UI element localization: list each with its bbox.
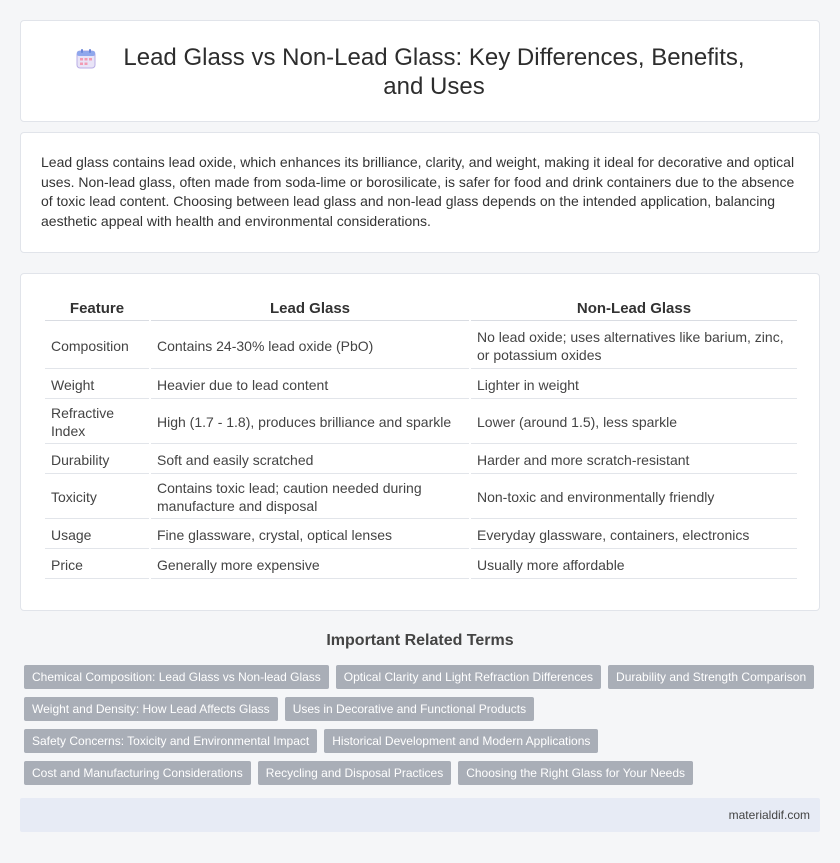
feature-cell: Durability <box>45 446 149 474</box>
lead-glass-cell: Contains toxic lead; caution needed during manufacture and disposal <box>151 476 469 519</box>
header-non-lead-glass: Non-Lead Glass <box>471 296 797 321</box>
non-lead-glass-cell: Lower (around 1.5), less sparkle <box>471 401 797 444</box>
lead-glass-cell: Fine glassware, crystal, optical lenses <box>151 521 469 549</box>
header-feature: Feature <box>45 296 149 321</box>
intro-card <box>20 132 820 253</box>
related-term-tag[interactable]: Cost and Manufacturing Considerations <box>24 761 251 785</box>
table-row <box>45 371 797 399</box>
footer <box>20 798 820 832</box>
title-card <box>20 20 820 122</box>
related-term-tag[interactable]: Durability and Strength Comparison <box>608 665 814 689</box>
non-lead-glass-cell: Lighter in weight <box>471 371 797 399</box>
non-lead-glass-cell: No lead oxide; uses alternatives like barium, zinc, or potassium oxides <box>471 323 797 369</box>
feature-cell: Price <box>45 551 149 579</box>
table-row <box>45 401 797 444</box>
related-term-tag[interactable]: Chemical Composition: Lead Glass vs Non-lead Glass <box>24 665 329 689</box>
non-lead-glass-cell: Harder and more scratch-resistant <box>471 446 797 474</box>
table-row <box>45 476 797 519</box>
non-lead-glass-cell: Everyday glassware, containers, electronics <box>471 521 797 549</box>
table-row <box>45 551 797 579</box>
related-terms-title: Important Related Terms <box>326 632 514 649</box>
table-header-row <box>45 296 797 321</box>
comparison-table <box>43 294 799 581</box>
tag-row <box>24 665 824 689</box>
lead-glass-cell: High (1.7 - 1.8), produces brilliance and sparkle <box>151 401 469 444</box>
lead-glass-cell: Contains 24-30% lead oxide (PbO) <box>151 323 469 369</box>
page-title: Lead Glass vs Non-Lead Glass: Key Differences, Benefits, and Uses <box>123 44 745 100</box>
related-term-tag[interactable]: Historical Development and Modern Applications <box>324 729 598 753</box>
intro-paragraph: Lead glass contains lead oxide, which enhances its brilliance, clarity, and weight, making it ideal for decorative and optical uses. Non-lead glass, often made from soda-lime or borosilicate, is safer for food and drink containers due to the absence of toxic lead content. Choosing between lead glass and non-lead glass depends on the intended application, balancing aesthetic appeal with health and environmental considerations. <box>41 154 795 229</box>
comparison-card <box>20 273 820 611</box>
feature-cell: Composition <box>45 323 149 369</box>
related-term-tag[interactable]: Choosing the Right Glass for Your Needs <box>458 761 693 785</box>
related-term-tag[interactable]: Safety Concerns: Toxicity and Environmental Impact <box>24 729 317 753</box>
footer-site-link[interactable]: materialdif.com <box>728 808 810 822</box>
feature-cell: Usage <box>45 521 149 549</box>
feature-cell: Weight <box>45 371 149 399</box>
related-term-tag[interactable]: Recycling and Disposal Practices <box>258 761 451 785</box>
tag-row <box>24 697 824 721</box>
tag-row <box>24 761 824 785</box>
lead-glass-cell: Generally more expensive <box>151 551 469 579</box>
related-term-tag[interactable]: Weight and Density: How Lead Affects Glass <box>24 697 278 721</box>
feature-cell: Refractive Index <box>45 401 149 444</box>
non-lead-glass-cell: Usually more affordable <box>471 551 797 579</box>
tag-row <box>24 729 824 753</box>
related-terms-tags <box>24 665 824 793</box>
lead-glass-cell: Soft and easily scratched <box>151 446 469 474</box>
lead-glass-cell: Heavier due to lead content <box>151 371 469 399</box>
table-row <box>45 521 797 549</box>
related-term-tag[interactable]: Optical Clarity and Light Refraction Differences <box>336 665 601 689</box>
table-row <box>45 446 797 474</box>
related-term-tag[interactable]: Uses in Decorative and Functional Products <box>285 697 534 721</box>
non-lead-glass-cell: Non-toxic and environmentally friendly <box>471 476 797 519</box>
table-row <box>45 323 797 369</box>
feature-cell: Toxicity <box>45 476 149 519</box>
header-lead-glass: Lead Glass <box>151 296 469 321</box>
